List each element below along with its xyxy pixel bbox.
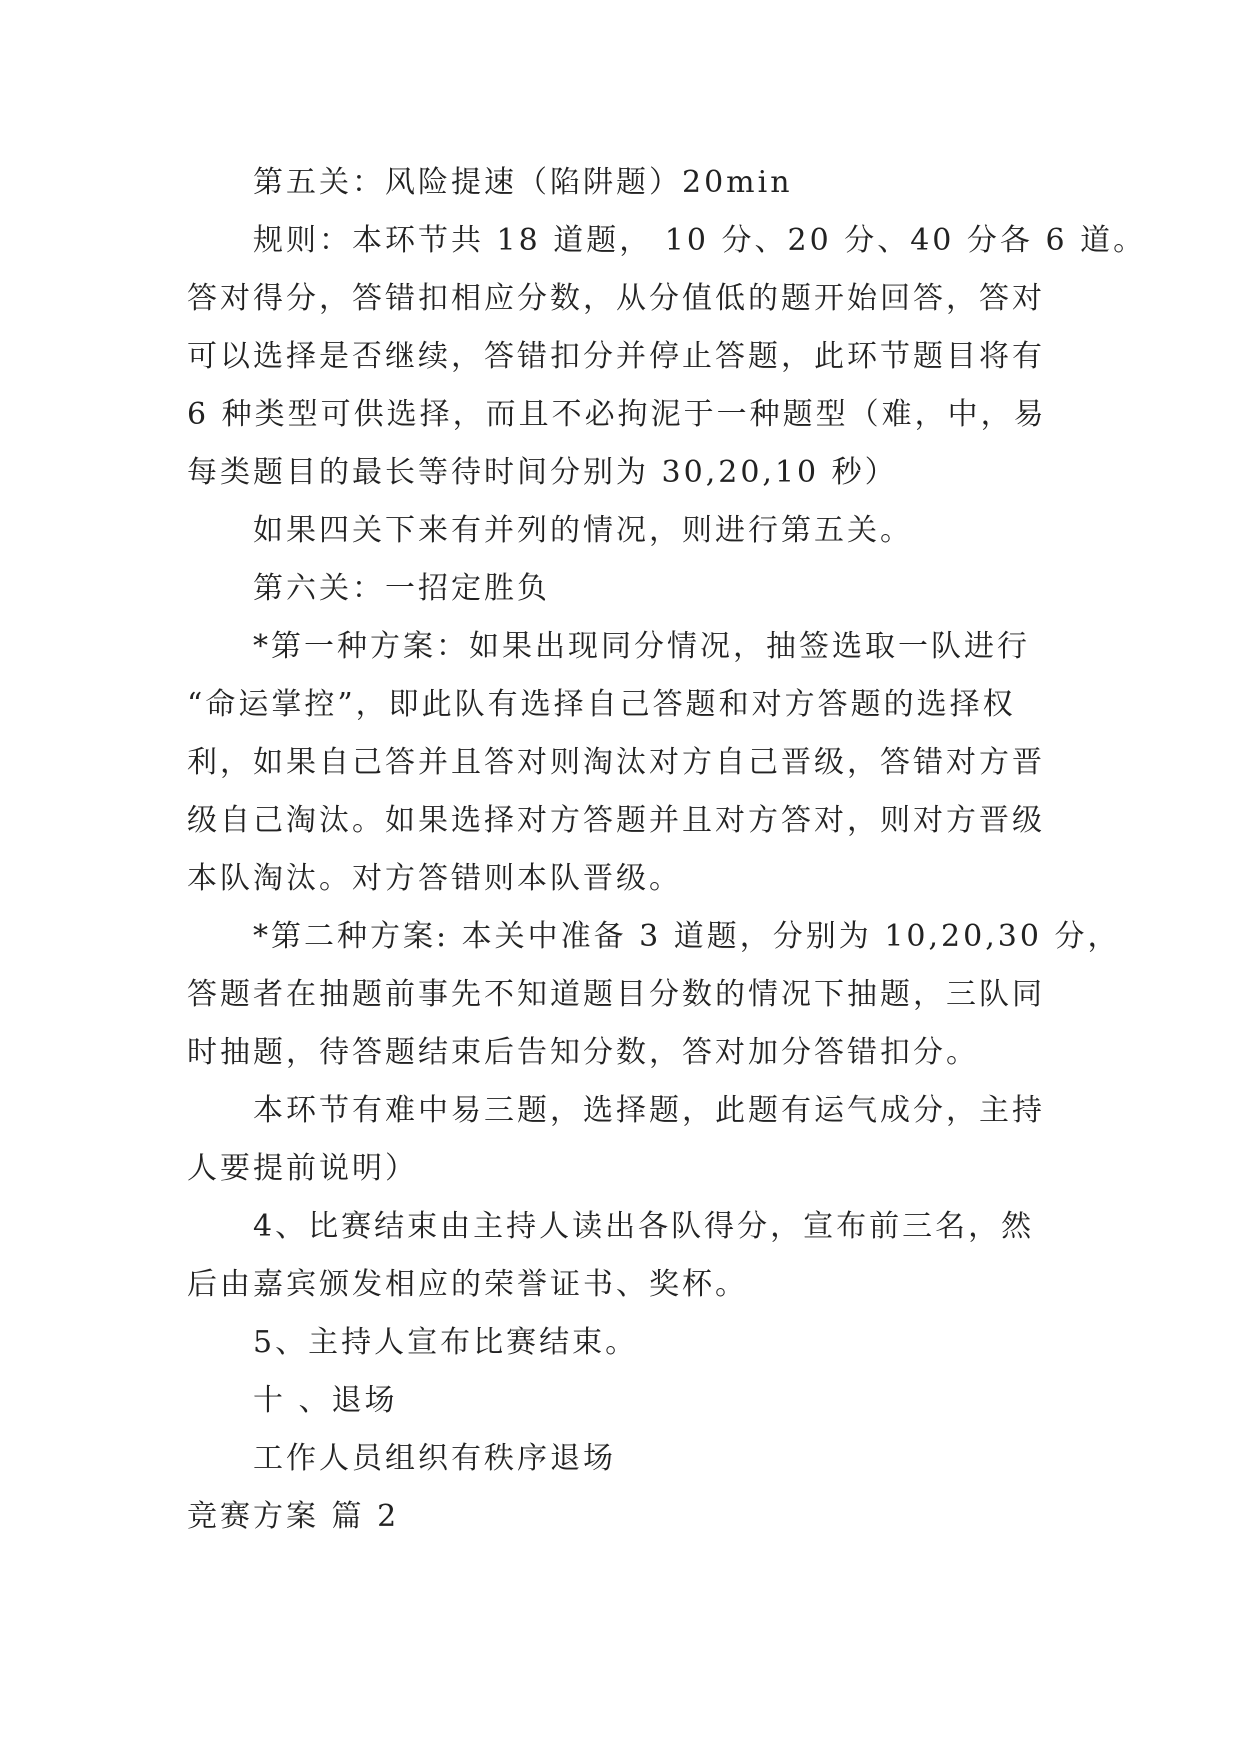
text-line: 第五关：风险提速（陷阱题）20min bbox=[253, 165, 793, 200]
text-line: 利，如果自己答并且答对则淘汰对方自己晋级，答错对方晋 bbox=[187, 745, 1045, 780]
text-line: 本环节有难中易三题，选择题，此题有运气成分，主持 bbox=[253, 1093, 1045, 1128]
text-line: 如果四关下来有并列的情况，则进行第五关。 bbox=[253, 513, 913, 548]
document-body bbox=[187, 154, 1147, 1546]
text-line: 规则：本环节共 18 道题， 10 分、20 分、40 分各 6 道。 bbox=[253, 223, 1147, 258]
text-line: 工作人员组织有秩序退场 bbox=[253, 1441, 616, 1476]
text-line: “命运掌控”，即此队有选择自己答题和对方答题的选择权 bbox=[187, 687, 1016, 722]
text-line: 答对得分，答错扣相应分数，从分值低的题开始回答，答对 bbox=[187, 281, 1045, 316]
text-line: *第一种方案：如果出现同分情况，抽签选取一队进行 bbox=[253, 629, 1030, 664]
text-line: 本队淘汰。对方答错则本队晋级。 bbox=[187, 861, 682, 896]
section-heading: 竞赛方案 篇 2 bbox=[187, 1499, 400, 1534]
text-line: 后由嘉宾颁发相应的荣誉证书、奖杯。 bbox=[187, 1267, 748, 1302]
text-line: 第六关：一招定胜负 bbox=[253, 571, 550, 606]
text-line: 答题者在抽题前事先不知道题目分数的情况下抽题，三队同 bbox=[187, 977, 1045, 1012]
text-line: 5、主持人宣布比赛结束。 bbox=[253, 1325, 639, 1360]
text-line: 级自己淘汰。如果选择对方答题并且对方答对，则对方晋级 bbox=[187, 803, 1045, 838]
text-line: 4、比赛结束由主持人读出各队得分，宣布前三名，然 bbox=[253, 1209, 1035, 1244]
text-line: 6 种类型可供选择，而且不必拘泥于一种题型（难，中，易 bbox=[187, 397, 1047, 432]
text-line: 人要提前说明） bbox=[187, 1151, 418, 1186]
text-line: *第二种方案: 本关中准备 3 道题，分别为 10,20,30 分， bbox=[253, 919, 1121, 954]
text-line: 十 、退场 bbox=[253, 1383, 398, 1418]
text-line: 每类题目的最长等待时间分别为 30,20,10 秒） bbox=[187, 455, 898, 490]
text-line: 时抽题，待答题结束后告知分数，答对加分答错扣分。 bbox=[187, 1035, 979, 1070]
text-line: 可以选择是否继续，答错扣分并停止答题，此环节题目将有 bbox=[187, 339, 1045, 374]
